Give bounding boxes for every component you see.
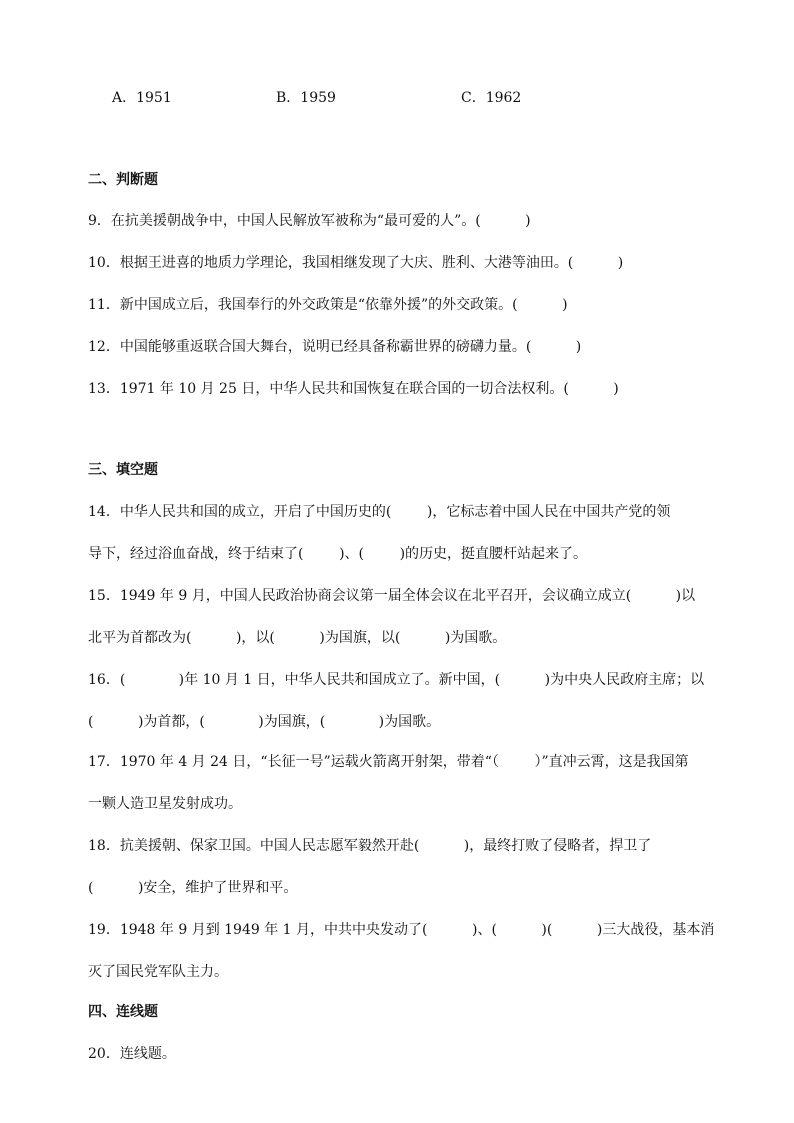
question-19-line-2: 灭了国民党军队主力。: [88, 964, 228, 980]
question-9: 9．在抗美援朝战争中，中国人民解放军被称为“最可爱的人”。( ): [88, 213, 531, 229]
question-12: 12．中国能够重返联合国大舞台，说明已经具备称霸世界的磅礴力量。( ): [88, 339, 582, 355]
section-heading-judge: 二、判断题: [88, 172, 158, 188]
question-13: 13．1971 年 10 月 25 日，中华人民共和国恢复在联合国的一切合法权利。( ): [88, 381, 619, 397]
question-11: 11．新中国成立后，我国奉行的外交政策是“依靠外援”的外交政策。( ): [88, 297, 568, 313]
question-19-line-1: 19．1948 年 9 月到 1949 年 1 月，中共中央发动了( )、( )( )三大战役，基本消: [88, 922, 715, 938]
question-14-line-1: 14．中华人民共和国的成立，开启了中国历史的( )，它标志着中国人民在中国共产党的领: [88, 504, 671, 520]
question-16-line-2: ( )为首都，( )为国旗，( )为国歌。: [88, 714, 441, 730]
option-c: C．1962: [461, 90, 522, 106]
question-15-line-1: 15．1949 年 9 月，中国人民政治协商会议第一届全体会议在北平召开，会议确立成立( )以: [88, 588, 696, 604]
question-20: 20．连线题。: [88, 1046, 176, 1062]
question-16-line-1: 16．( )年 10 月 1 日，中华人民共和国成立了。新中国，( )为中央人民政府主席；以: [88, 672, 705, 688]
option-a: A．1951: [112, 90, 172, 106]
question-14-line-2: 导下，经过浴血奋战，终于结束了( )、( )的历史，挺直腰杆站起来了。: [88, 546, 588, 562]
question-17-line-2: 一颗人造卫星发射成功。: [88, 796, 242, 812]
question-18-line-2: ( )安全，维护了世界和平。: [88, 880, 298, 896]
question-15-line-2: 北平为首都改为( )，以( )为国旗，以( )为国歌。: [88, 630, 507, 646]
section-heading-fill: 三、填空题: [88, 462, 158, 478]
question-10: 10．根据王进喜的地质力学理论，我国相继发现了大庆、胜利、大港等油田。( ): [88, 255, 624, 271]
question-17-line-1: 17．1970 年 4 月 24 日，“长征一号”运载火箭离开射架，带着“（ ）”直冲云霄，这是我国第: [88, 754, 689, 770]
question-18-line-1: 18．抗美援朝、保家卫国。中国人民志愿军毅然开赴( )，最终打败了侵略者，捍卫了: [88, 838, 652, 854]
option-b: B．1959: [276, 90, 336, 106]
section-heading-match: 四、连线题: [88, 1004, 158, 1020]
